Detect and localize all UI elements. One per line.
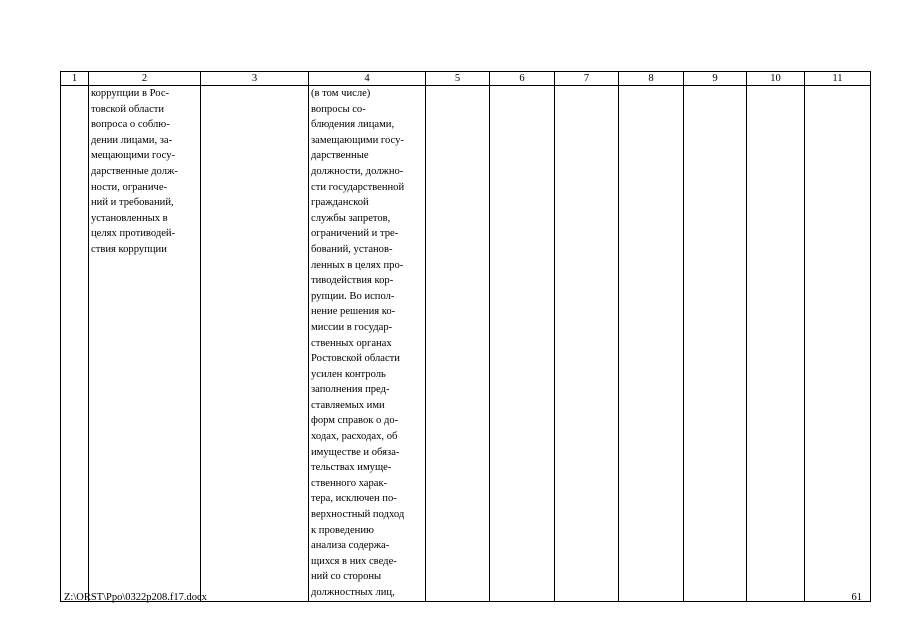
table-cell [426,86,490,602]
column-header: 3 [201,72,309,86]
table-cell [684,86,747,602]
column-header: 7 [555,72,619,86]
column-header: 1 [61,72,89,86]
column-header: 10 [747,72,805,86]
column-header: 4 [309,72,426,86]
column-header: 8 [619,72,684,86]
footer-file-path: Z:\ORST\Ppo\0322p208.f17.docx [64,592,207,603]
table-cell [490,86,555,602]
table-cell: коррупции в Рос- товской области вопроса о соблю- дении лицами, за- мещающими госу- дарственные долж- ности, ограниче- ний и требований, установленных в целях противодей- ствия коррупции [89,86,201,602]
table-cell [201,86,309,602]
document-table [60,71,871,602]
column-header: 6 [490,72,555,86]
table-cell [747,86,805,602]
column-header: 9 [684,72,747,86]
table-header-row [61,72,871,86]
table-cell [61,86,89,602]
page-number: 61 [851,592,862,603]
column-header: 11 [805,72,871,86]
column-header: 2 [89,72,201,86]
table-row [61,86,871,602]
table-cell [555,86,619,602]
table-cell: (в том числе) вопросы со- блюдения лицами, замещающими госу- дарственные должности, должно- сти государственной гражданской службы запретов, ограничений и тре- бований, установ- ленных в целях про- тиводействия кор- рупции. Во испол- нение решения ко- миссии в государ- ственных органах Ростовской области усилен контроль заполнения пред- ставляемых ими форм справок о до- ходах, расходах, об имуществе и обяза- тельствах имуще- ственного харак- тера, исключен по- верхностный подход к проведению анализа содержа- щихся в них сведе- ний со стороны должностных лиц, [309,86,426,602]
column-header: 5 [426,72,490,86]
table-cell [805,86,871,602]
table-cell [619,86,684,602]
